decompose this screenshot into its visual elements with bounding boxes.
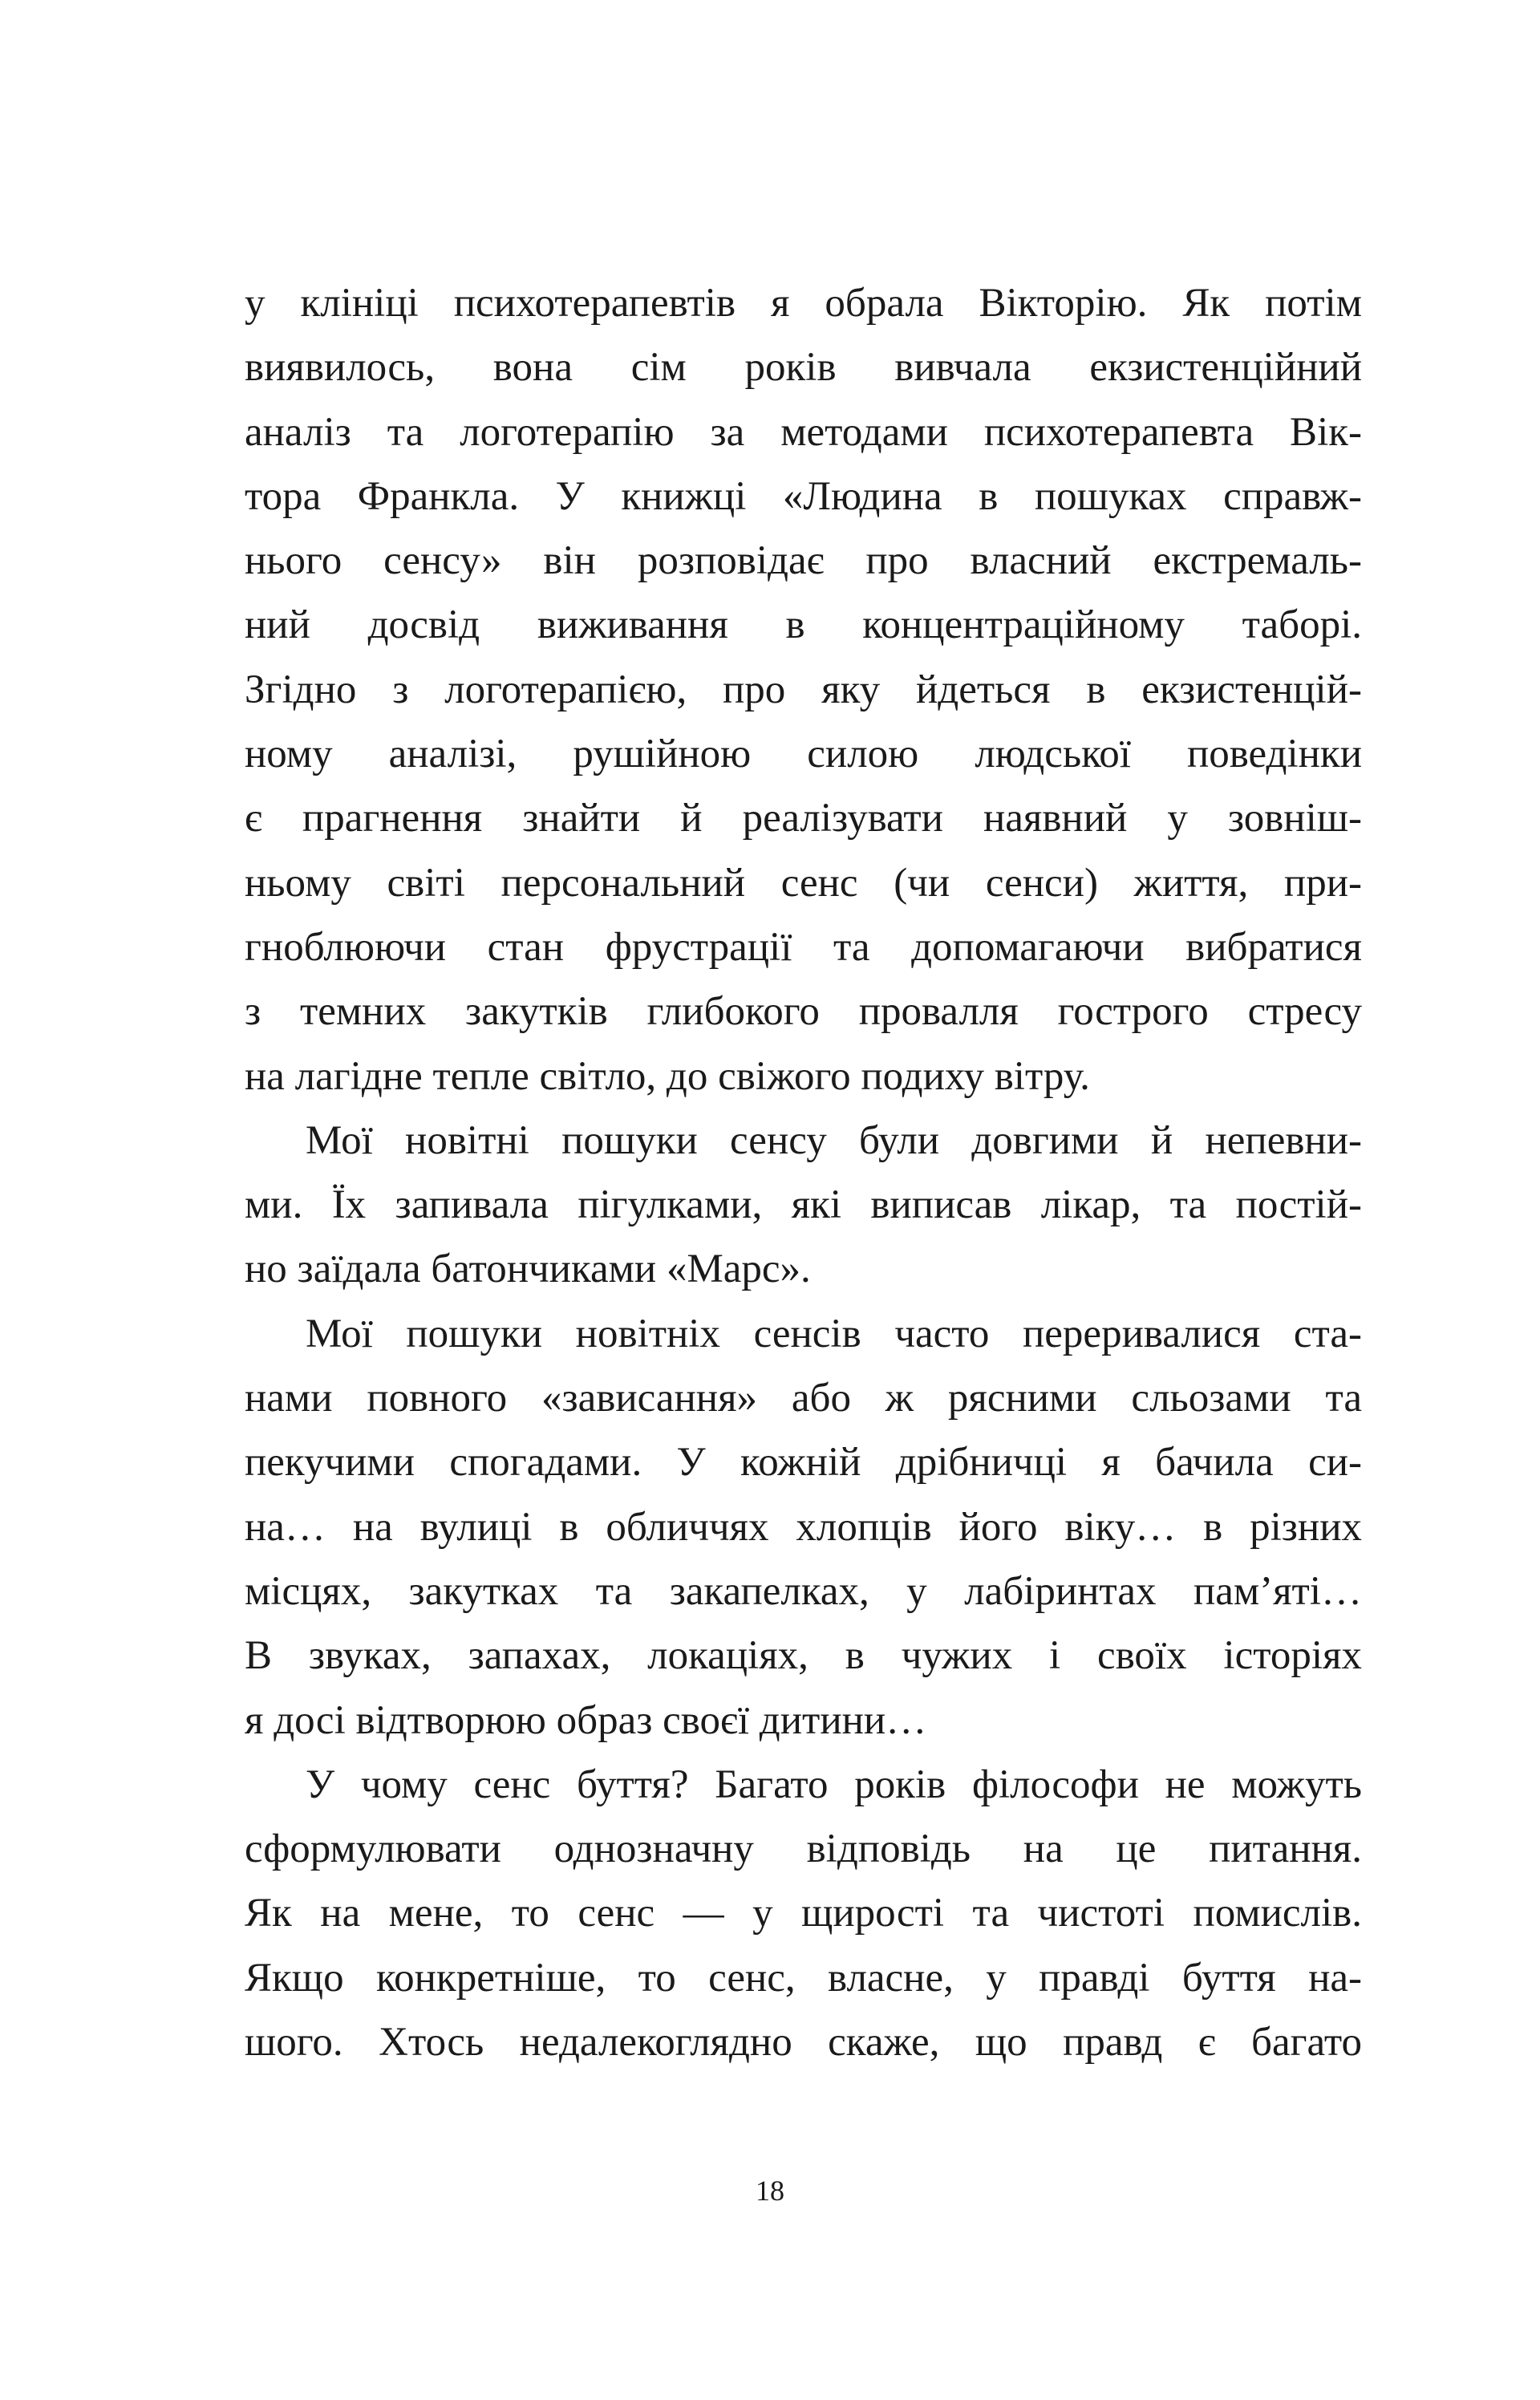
text-line: гноблюючи стан фрустрації та допомагаючи вибратися: [245, 924, 1362, 970]
text-line: у клініці психотерапевтів я обрала Вікторію. Як потім: [245, 281, 1362, 326]
text-line: Мої пошуки новітніх сенсів часто переривалися ста-: [306, 1311, 1362, 1356]
text-line: ми. Їх запивала пігулками, які виписав лікар, та постій-: [245, 1182, 1362, 1228]
text-line: Якщо конкретніше, то сенс, власне, у правді буття на-: [245, 1955, 1362, 2001]
text-line: В звуках, запахах, локаціях, в чужих і своїх історіях: [245, 1633, 1362, 1679]
text-line: аналіз та логотерапію за методами психотерапевта Вік-: [245, 409, 1362, 455]
text-line: нього сенсу» він розповідає про власний екстремаль-: [245, 538, 1362, 584]
text-line: на… на вулиці в обличчях хлопців його віку… в різних: [245, 1504, 1362, 1550]
text-line: виявилось, вона сім років вивчала екзистенційний: [245, 345, 1362, 391]
text-line: місцях, закутках та закапелках, у лабіринтах пам’яті…: [245, 1568, 1362, 1614]
text-line: тора Франкла. У книжці «Людина в пошуках справж-: [245, 473, 1362, 519]
text-line: ньому світі персональний сенс (чи сенси) життя, при-: [245, 860, 1362, 906]
text-line: сформулювати однозначну відповідь на це питання.: [245, 1826, 1362, 1872]
text-line: Згідно з логотерапією, про яку йдеться в екзистенцій-: [245, 667, 1362, 712]
text-line: ному аналізі, рушійною силою людської поведінки: [245, 732, 1362, 777]
text-line: шого. Хтось недалекоглядно скаже, що правд є багато: [245, 2020, 1362, 2066]
text-line: на лагідне тепле світло, до свіжого подиху вітру.: [245, 1053, 1090, 1099]
text-line: пекучими спогадами. У кожній дрібничці я бачила си-: [245, 1440, 1362, 1486]
text-line: ний досвід виживання в концентраційному таборі.: [245, 602, 1362, 648]
body-text: [245, 271, 1362, 2074]
text-line: но заїдала батончиками «Марс».: [245, 1247, 811, 1292]
text-line: У чому сенс буття? Багато років філософи не можуть: [306, 1761, 1362, 1807]
text-line: нами повного «зависання» або ж рясними сльозами та: [245, 1376, 1362, 1421]
text-line: Як на мене, то сенс — у щирості та чистоті помислів.: [245, 1891, 1362, 1936]
page-number: 18: [756, 2175, 784, 2207]
text-line: є прагнення знайти й реалізувати наявний у зовніш-: [245, 796, 1362, 841]
text-line: я досі відтворюю образ своєї дитини…: [245, 1697, 927, 1743]
text-line: Мої новітні пошуки сенсу були довгими й непевни-: [306, 1117, 1362, 1163]
text-line: з темних закутків глибокого провалля гострого стресу: [245, 989, 1362, 1035]
